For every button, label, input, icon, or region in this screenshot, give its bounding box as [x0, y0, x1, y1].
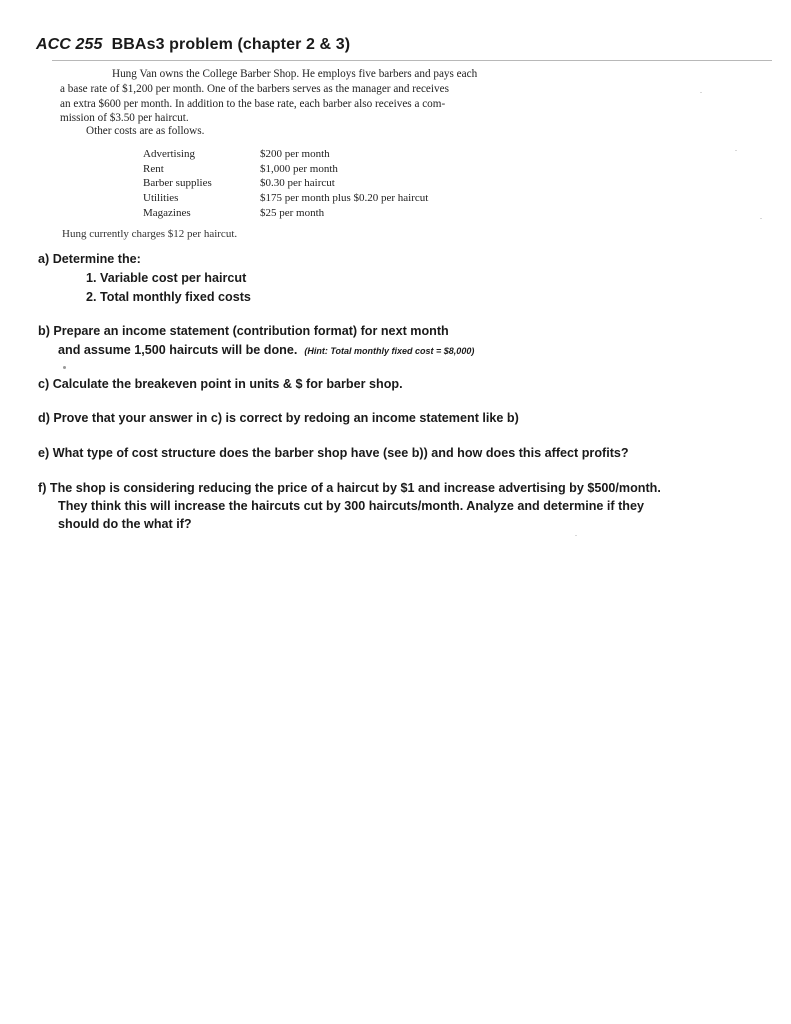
question-f-line: f) The shop is considering reducing the price of a haircut by $1 and increase advertising by $500/month. — [38, 481, 661, 495]
question-b-line — [58, 343, 474, 357]
question-a-heading: a) Determine the: — [38, 252, 141, 266]
cost-value: $200 per month — [260, 148, 330, 160]
cost-label: Utilities — [143, 192, 179, 205]
cost-table — [143, 147, 428, 221]
question-a-item: 2. Total monthly fixed costs — [86, 290, 251, 304]
intro-line: a base rate of $1,200 per month. One of the barbers serves as the manager and receives — [60, 82, 449, 95]
cost-row — [143, 162, 428, 177]
intro-line: an extra $600 per month. In addition to the base rate, each barber also receives a com- — [60, 97, 446, 110]
cost-value: $25 per month — [260, 206, 325, 219]
scan-speck — [760, 218, 762, 219]
question-d: d) Prove that your answer in c) is correct by redoing an income statement like b) — [38, 411, 519, 425]
cost-label: Magazines — [143, 206, 191, 219]
question-b-line: b) Prepare an income statement (contribution format) for next month — [38, 324, 449, 338]
price-statement: Hung currently charges $12 per haircut. — [62, 228, 238, 240]
problem-intro — [60, 67, 560, 126]
question-f-line: They think this will increase the haircuts cut by 300 haircuts/month. Analyze and determine if they — [58, 499, 644, 513]
title-divider — [52, 60, 772, 61]
intro-line: mission of $3.50 per haircut. — [60, 112, 189, 125]
question-e: e) What type of cost structure does the barber shop have (see b)) and how does this affect profits? — [38, 446, 629, 460]
scan-speck — [575, 535, 577, 536]
cost-row — [143, 206, 428, 221]
page-title — [36, 36, 350, 54]
other-costs-label: Other costs are as follows. — [86, 125, 205, 137]
cost-label: Barber supplies — [143, 177, 212, 190]
cost-row — [143, 147, 428, 162]
question-b-hint: (Hint: Total monthly fixed cost = $8,000) — [304, 346, 475, 356]
stray-mark — [63, 366, 66, 369]
course-code: ACC 255 — [36, 36, 103, 53]
cost-value: $0.30 per haircut — [260, 177, 335, 190]
question-a-item: 1. Variable cost per haircut — [86, 271, 247, 285]
question-f-line: should do the what if? — [58, 517, 192, 531]
question-b-text: and assume 1,500 haircuts will be done. — [58, 343, 298, 357]
assignment-title: BBAs3 problem (chapter 2 & 3) — [111, 36, 351, 53]
cost-row — [143, 176, 428, 191]
cost-value: $1,000 per month — [260, 162, 338, 175]
question-c: c) Calculate the breakeven point in units & $ for barber shop. — [38, 377, 403, 391]
cost-value: $175 per month plus $0.20 per haircut — [260, 192, 429, 205]
cost-label: Rent — [143, 162, 164, 175]
cost-label: Advertising — [143, 148, 195, 160]
cost-row — [143, 191, 428, 206]
scan-speck — [700, 92, 702, 93]
scan-speck — [735, 150, 737, 151]
intro-line: Hung Van owns the College Barber Shop. He employs five barbers and pays each — [112, 68, 478, 80]
